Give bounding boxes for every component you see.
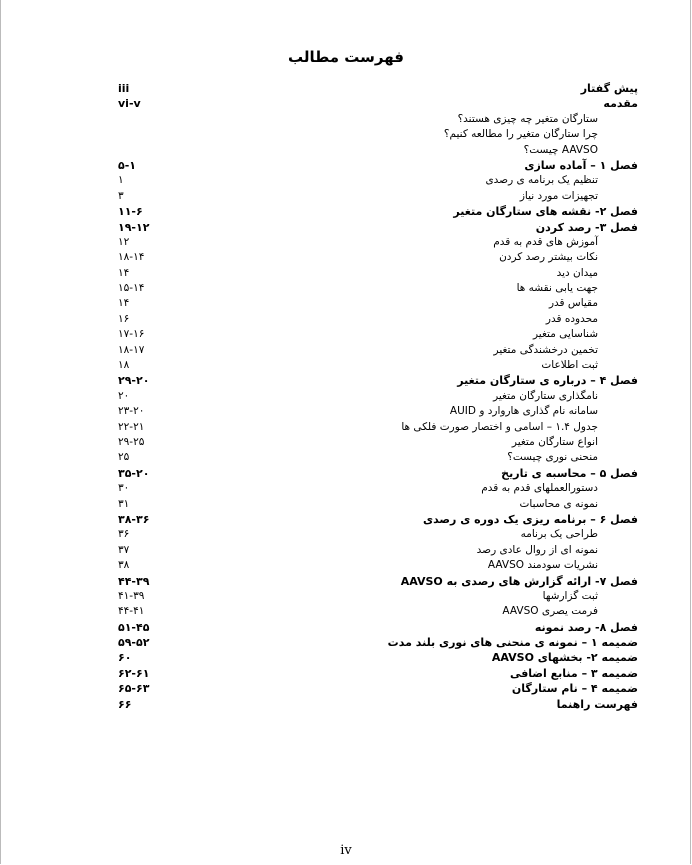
toc-section-row[interactable] bbox=[118, 266, 638, 281]
toc-entry-label: فصل ۶ – برنامه ریزی یک دوره ی رصدی bbox=[422, 512, 638, 526]
toc-entry-page: ۱۸ bbox=[118, 359, 130, 372]
toc-entry-label: جهت یابی نقشه ها bbox=[516, 282, 598, 295]
toc-section-row[interactable] bbox=[118, 358, 638, 373]
toc-section-row[interactable] bbox=[118, 281, 638, 296]
toc-entry-page: ۶۶ bbox=[118, 697, 132, 711]
toc-entry-label: فصل ۷- ارائه گزارش های رصدی به AAVSO bbox=[400, 574, 638, 588]
toc-entry-page: ۳۰ bbox=[118, 482, 130, 495]
toc-section-row[interactable] bbox=[118, 543, 638, 558]
toc-entry-label: تجهیزات مورد نیاز bbox=[519, 189, 598, 202]
toc-entry-label: چرا ستارگان متغیر را مطالعه کنیم؟ bbox=[443, 128, 598, 141]
toc-entry-label: شناسایی متغیر bbox=[533, 328, 598, 341]
toc-entry-page: ۱۵-۱۴ bbox=[118, 282, 145, 295]
toc-entry-page: ۱۸-۱۴ bbox=[118, 251, 145, 264]
toc-section-row[interactable] bbox=[118, 250, 638, 265]
toc-entry-label: فصل ۵ – محاسبه ی تاریخ bbox=[501, 466, 638, 480]
toc-entry-label: نمونه ی محاسبات bbox=[519, 497, 598, 510]
toc-section-row[interactable] bbox=[118, 343, 638, 358]
toc-entry-page: ۲۹-۲۵ bbox=[118, 435, 145, 448]
toc-entry-label: دستورالعملهای قدم به قدم bbox=[481, 482, 598, 495]
toc-entry-page: ۲۳-۲۰ bbox=[118, 405, 145, 418]
toc-chapter-row[interactable] bbox=[118, 158, 638, 173]
toc-entry-label: محدوده قدر bbox=[545, 312, 598, 325]
toc-entry-label: طراحی یک برنامه bbox=[520, 528, 598, 541]
toc-section-row[interactable] bbox=[118, 389, 638, 404]
toc-entry-label: ثبت اطلاعات bbox=[541, 359, 598, 372]
toc-entry-label: میدان دید bbox=[556, 266, 598, 279]
toc-section-row[interactable] bbox=[118, 143, 638, 158]
page-title: فهرست مطالب bbox=[288, 48, 404, 66]
toc-entry-page: ۲۵ bbox=[118, 451, 130, 464]
toc-section-row[interactable] bbox=[118, 173, 638, 188]
toc-section-row[interactable] bbox=[118, 312, 638, 327]
toc-entry-label: ثبت گزارشها bbox=[542, 589, 598, 602]
toc-section-row[interactable] bbox=[118, 604, 638, 619]
toc-section-row[interactable] bbox=[118, 404, 638, 419]
toc-entry-label: فصل ۸- رصد نمونه bbox=[534, 620, 638, 634]
toc-section-row[interactable] bbox=[118, 296, 638, 311]
toc-section-row[interactable] bbox=[118, 589, 638, 604]
toc-entry-label: نمونه ای از روال عادی رصد bbox=[476, 543, 598, 556]
toc-entry-page: ۳۵-۲۰ bbox=[118, 466, 150, 480]
toc-entry-label: جدول ۱.۴ – اسامی و اختصار صورت فلکی ها bbox=[401, 420, 598, 433]
toc-entry-label: ضمیمه ۳ – منابع اضافی bbox=[509, 666, 638, 680]
toc-section-row[interactable] bbox=[118, 450, 638, 465]
toc-entry-page: ۲۲-۲۱ bbox=[118, 420, 145, 433]
toc-section-row[interactable] bbox=[118, 235, 638, 250]
toc-entry-page: ۱۹-۱۲ bbox=[118, 220, 150, 234]
toc-section-row[interactable] bbox=[118, 558, 638, 573]
toc-entry-label: فهرست راهنما bbox=[556, 697, 638, 711]
toc-entry-label: ضمیمه ۴ – نام ستارگان bbox=[511, 682, 638, 696]
toc-entry-page: ۱۴ bbox=[118, 297, 130, 310]
toc-entry-label: آموزش های قدم به قدم bbox=[493, 235, 598, 248]
toc-entry-page: ۵-۱ bbox=[118, 158, 136, 172]
toc-chapter-row[interactable] bbox=[118, 204, 638, 219]
toc-entry-page: ۲۰ bbox=[118, 389, 130, 402]
toc-entry-page: ۱ bbox=[118, 174, 124, 187]
toc-entry-label: نشریات سودمند AAVSO bbox=[487, 559, 598, 572]
toc-entry-label: منحنی نوری چیست؟ bbox=[507, 451, 598, 464]
toc-entry-page: ۱۴ bbox=[118, 266, 130, 279]
toc-entry-label: ضمیمه ۱ – نمونه ی منحنی های نوری بلند مدت bbox=[387, 636, 638, 650]
toc-entry-page: ۳۶ bbox=[118, 528, 130, 541]
toc-entry-page: ۳ bbox=[118, 189, 124, 202]
toc-entry-page: ۱۶ bbox=[118, 312, 130, 325]
toc-entry-label: فرمت یصری AAVSO bbox=[502, 605, 598, 618]
toc-entry-page: ۱۱-۶ bbox=[118, 205, 143, 219]
toc-chapter-row[interactable] bbox=[118, 681, 638, 696]
toc-entry-label: سامانه نام گذاری هاروارد و AUID bbox=[449, 405, 598, 418]
page-number: iv bbox=[340, 843, 352, 858]
toc-section-row[interactable] bbox=[118, 112, 638, 127]
toc-chapter-row[interactable] bbox=[118, 574, 638, 589]
toc-entry-page: ۵۱-۴۵ bbox=[118, 620, 150, 634]
toc-section-row[interactable] bbox=[118, 481, 638, 496]
toc-entry-label: انواع ستارگان متغیر bbox=[511, 435, 598, 448]
toc-section-row[interactable] bbox=[118, 420, 638, 435]
toc-entry-label: نامگذاری ستارگان متغیر bbox=[493, 389, 598, 402]
toc-chapter-row[interactable] bbox=[118, 512, 638, 527]
toc-section-row[interactable] bbox=[118, 497, 638, 512]
toc-entry-label: فصل ۲- نقشه های ستارگان متغیر bbox=[453, 205, 638, 219]
toc-entry-page: ۳۸-۳۶ bbox=[118, 512, 150, 526]
toc-section-row[interactable] bbox=[118, 127, 638, 142]
toc-entry-page: ۳۸ bbox=[118, 559, 130, 572]
toc-entry-page: ۴۴-۳۹ bbox=[118, 574, 150, 588]
toc-entry-page: ۲۹-۲۰ bbox=[118, 374, 150, 388]
toc-entry-label: ضمیمه ۲- بخشهای AAVSO bbox=[491, 651, 638, 665]
toc-chapter-row[interactable] bbox=[118, 650, 638, 665]
toc-entry-page: ۵۹-۵۲ bbox=[118, 636, 150, 650]
toc-entry-page: ۳۱ bbox=[118, 497, 130, 510]
toc-entry-label: فصل ۱ – آماده سازی bbox=[524, 158, 638, 172]
toc-chapter-row[interactable] bbox=[118, 96, 638, 111]
toc-section-row[interactable] bbox=[118, 327, 638, 342]
toc-entry-page: ۴۱-۳۹ bbox=[118, 589, 145, 602]
toc-entry-page: ۱۸-۱۷ bbox=[118, 343, 145, 356]
toc-section-row[interactable] bbox=[118, 189, 638, 204]
toc-entry-label: تخمین درخشندگی متغیر bbox=[493, 343, 598, 356]
toc-chapter-row[interactable] bbox=[118, 666, 638, 681]
toc-entry-page: ۱۲ bbox=[118, 235, 130, 248]
toc-entry-label: فصل ۳- رصد کردن bbox=[535, 220, 638, 234]
table-of-contents bbox=[118, 81, 638, 712]
toc-entry-label: پیش گفتار bbox=[580, 82, 638, 95]
toc-chapter-row[interactable] bbox=[118, 635, 638, 650]
toc-entry-page: vi-v bbox=[118, 97, 141, 111]
toc-section-row[interactable] bbox=[118, 435, 638, 450]
toc-section-row[interactable] bbox=[118, 527, 638, 542]
toc-entry-page: ۶۲-۶۱ bbox=[118, 666, 150, 680]
toc-chapter-row[interactable] bbox=[118, 373, 638, 388]
toc-entry-label: مقدمه bbox=[603, 97, 638, 111]
toc-chapter-row[interactable] bbox=[118, 620, 638, 635]
toc-entry-page: ۶۰ bbox=[118, 651, 132, 665]
toc-entry-page: iii bbox=[118, 82, 130, 95]
toc-entry-page: ۳۷ bbox=[118, 543, 130, 556]
toc-chapter-row[interactable] bbox=[118, 466, 638, 481]
toc-entry-page: ۴۴-۴۱ bbox=[118, 605, 145, 618]
toc-entry-label: مقیاس قدر bbox=[548, 297, 598, 310]
toc-entry-label: فصل ۴ – درباره ی ستارگان متغیر bbox=[457, 374, 638, 388]
toc-chapter-row[interactable] bbox=[118, 697, 638, 712]
toc-entry-label: تنظیم یک برنامه ی رصدی bbox=[485, 174, 598, 187]
toc-entry-label: ستارگان متغیر چه چیزی هستند؟ bbox=[457, 112, 598, 125]
toc-entry-page: ۱۷-۱۶ bbox=[118, 328, 145, 341]
toc-entry-label: AAVSO چیست؟ bbox=[523, 143, 598, 156]
toc-entry-page: ۶۵-۶۳ bbox=[118, 682, 150, 696]
toc-chapter-row[interactable] bbox=[118, 81, 638, 96]
toc-chapter-row[interactable] bbox=[118, 220, 638, 235]
toc-entry-label: نکات بیشتر رصد کردن bbox=[499, 251, 598, 264]
